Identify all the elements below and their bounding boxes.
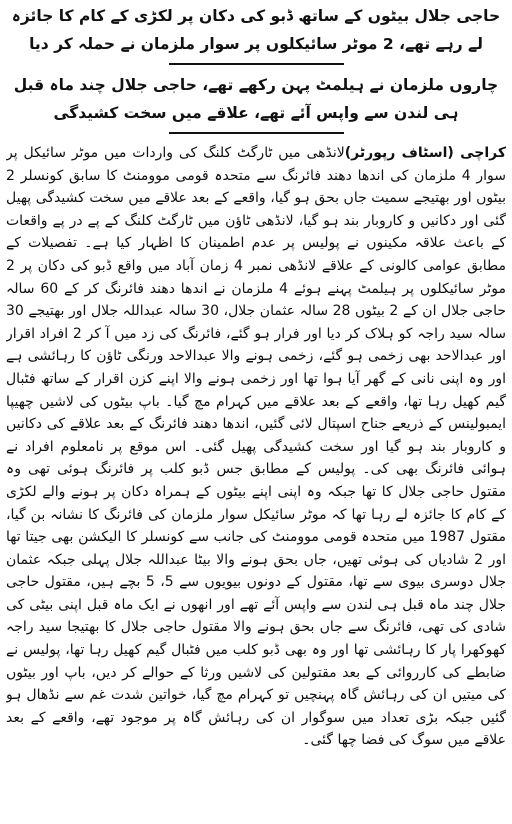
headline-divider-top bbox=[169, 63, 344, 65]
main-headline: حاجی جلال بیٹوں کے ساتھ ڈبو کی دکان پر لکڑی کے کام کا جائزہ لے رہے تھے، 2 موٹر سائیکلوں پر سوار ملزمان نے حملہ کر دیا bbox=[11, 7, 501, 53]
byline: کراچی (اسٹاف رپورٹر) bbox=[344, 145, 506, 161]
sub-headline: چاروں ملزمان نے ہیلمٹ پہن رکھے تھے، حاجی جلال چند ماہ قبل ہی لندن سے واپس آئے تھے، علاقے میں سخت کشیدگی bbox=[13, 76, 499, 122]
headline-divider-bottom bbox=[169, 132, 344, 134]
article-body-text: لانڈھی میں ٹارگٹ کلنگ کی واردات میں موٹر سائیکل پر سوار 4 ملزمان کی اندھا دھند فائرنگ سے متحدہ قومی موومنٹ کا سابق کونسلر 2 بیٹوں اور بھتیجے سمیت جاں بحق ہو گیا، واقعے کے بعد علاقے میں سخت کشیدگی پھیل گئی اور دکانیں و کاروبار بند ہو گیا، لانڈھی ٹاؤن میں ٹارگٹ کلنگ کے پے در پے واقعات کے باعث علاقہ مکینوں نے پولیس پر عدم اطمینان کا اظہار کیا ہے۔ تفصیلات کے مطابق عوامی کالونی کے علاقے لانڈھی نمبر 4 زمان آباد میں واقع ڈبو کی دکان پر 2 موٹر سائیکلوں پر ہیلمٹ پہنے ہوئے 4 ملزمان نے اندھا دھند فائرنگ کر کے 60 سالہ حاجی جلال ان کے 2 بیٹوں 28 سالہ عثمان جلال، 30 سالہ عبداللہ جلال اور بھتیجے 30 سالہ سید راجہ کو ہلاک کر دیا اور فرار ہو گئے، فائرنگ کی زد میں آ کر 2 افراد اقرار اور عبدالاحد بھی زخمی ہو گئے، زخمی ہونے والا عبدالاحد ورنگی ٹاؤن کا رہائشی ہے اور وہ اپنی نانی کے گھر آیا ہوا تھا اور زخمی ہونے والا اپنے کزن اقرار کے ساتھ فٹبال گیم کھیل رہا تھا، واقعے کے بعد علاقے میں کہرام مچ گیا۔ باپ بیٹوں کی لاشیں چھیپا ایمبولینس کے ذریعے جناح اسپتال لائی گئیں، اندھا دھند فائرنگ کے بعد علاقے کی دکانیں و کاروبار بند ہو گیا اور سخت کشیدگی پھیل گئی۔ اس موقع پر نامعلوم افراد نے ہوائی فائرنگ بھی کی۔ پولیس کے مطابق جس ڈبو کلب پر فائرنگ ہوئی تھی وہ مقتول حاجی جلال کا تھا جبکہ وہ اپنی اپنے بیٹوں کے ہمراہ دکان پر ہونے والے لکڑی کے کام کا جائزہ لے رہا تھا کہ موٹر سائیکل سوار ملزمان کی فائرنگ کا نشانہ بن گیا، مقتول 1987 میں متحدہ قومی موومنٹ کی جانب سے کونسلر کا الیکشن بھی جیتا تھا اور 2 شادیاں کی ہوئی تھیں، جاں بحق ہونے والا بیٹا عبداللہ جلال پہلی جبکہ عثمان جلال دوسری بیوی سے تھا، مقتول کے دونوں بیویوں سے 5، 5 بچے ہیں، مقتول حاجی جلال چند ماہ قبل ہی لندن سے واپس آئے تھے اور انھوں نے ایک ماہ قبل اپنی بیٹی کی شادی کی تھی، فائرنگ سے جاں بحق ہونے والا مقتول حاجی جلال کا بھتیجا سید راجہ کھوکھرا پار کا رہائشی تھا اور وہ بھی ڈبو کلب میں فٹبال گیم کھیل رہا تھا، پولیس نے ضابطے کی کارروائی کے بعد مقتولین کی لاشیں ورثا کے حوالے کر دیں، باپ اور بیٹوں کی میتیں ان کی رہائش گاہ پہنچیں تو کہرام مچ گیا، خواتین شدت غم سے نڈھال ہو گئیں جبکہ بڑی تعداد میں سوگوار ان کی رہائش گاہ پر موجود تھے، واقعے کے بعد علاقے میں سوگ کی فضا چھا گئی۔ bbox=[6, 145, 506, 749]
article-body bbox=[6, 142, 506, 782]
